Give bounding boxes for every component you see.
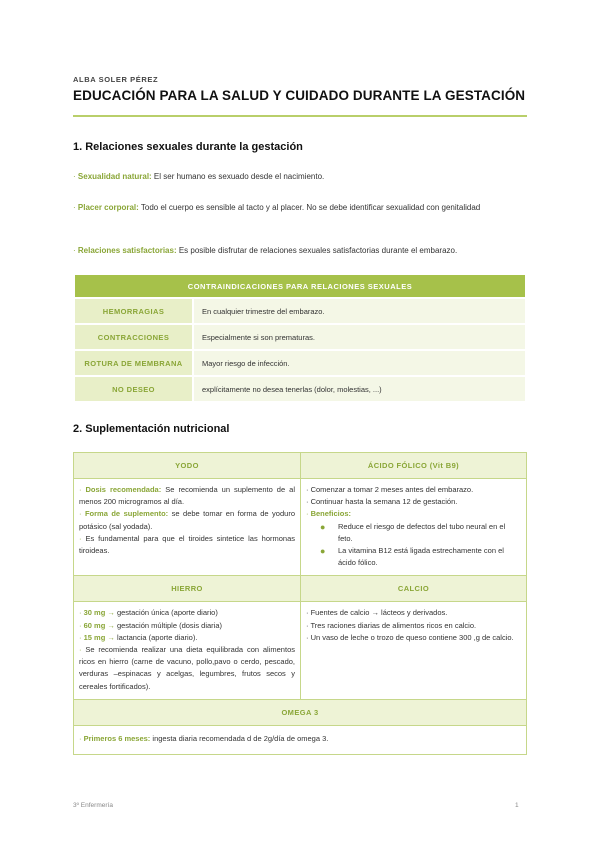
bullet-icon: ●: [320, 546, 326, 557]
bullet-icon: ●: [320, 521, 326, 532]
table-header-row: [74, 274, 526, 298]
text-fuentes: Fuentes de calcio → lácteos y derivados.: [308, 608, 448, 618]
paragraph-placer: [73, 201, 527, 215]
contraindications-table: [73, 273, 527, 403]
table-row: [74, 324, 526, 350]
folico-line: · Comenzar a tomar 2 meses antes del embarazo.: [306, 485, 474, 494]
arrow-icon: →: [105, 620, 115, 630]
table-row: [74, 725, 527, 754]
text-vaso: Un vaso de leche o trozo de queso contiene 300 ,g de calcio.: [308, 632, 514, 642]
term-primeros-meses: Primeros 6 meses:: [83, 733, 151, 743]
text-raciones: Tres raciones diarias de alimentos ricos en calcio.: [308, 620, 477, 630]
hierro-line: · 15 mg → lactancia (aporte diario).: [79, 632, 198, 642]
hierro-cell: [74, 602, 301, 699]
term-15mg: 15 mg: [83, 632, 106, 642]
text-comenzar: Comenzar a tomar 2 meses antes del embarazo.: [310, 485, 474, 494]
yodo-line: · Dosis recomendada: Se recomienda un suplemento de al menos 200 microgramos al día.: [79, 485, 295, 507]
table-row: [74, 376, 526, 402]
author-name: ALBA SOLER PÉREZ: [73, 75, 159, 84]
calcio-header: CALCIO: [301, 576, 527, 602]
yodo-header: YODO: [74, 453, 301, 479]
table-row: [74, 298, 526, 324]
text-sexualidad-natural: El ser humano es sexuado desde el nacimiento.: [151, 172, 325, 181]
term-relaciones-satisfactorias: Relaciones satisfactorias:: [77, 246, 177, 255]
bullet: ·: [73, 203, 76, 212]
hierro-line: · Se recomienda realizar una dieta equilibrada con alimentos ricos en hierro (carne de vacuno, pollo,pavo o cerdo, pescado, verduras –espinacas y acelgas, legumbres, frutos secos y cereales fortificados).: [79, 645, 295, 691]
text-15mg: lactancia (aporte diario).: [114, 632, 198, 642]
folico-cell: [301, 479, 527, 576]
term-dosis: Dosis recomendada:: [85, 485, 162, 494]
text-omega: ingesta diaria recomendada d de 2g/día de omega 3.: [150, 733, 329, 743]
table-row: [74, 479, 527, 576]
row-label: HEMORRAGIAS: [74, 298, 193, 324]
table-header-row: [74, 699, 527, 725]
table-header-row: [74, 576, 527, 602]
text-forma: se debe tomar en forma de yoduro potásico (sal yodada).: [79, 509, 295, 531]
document-title: EDUCACIÓN PARA LA SALUD Y CUIDADO DURANTE LA GESTACIÓN: [73, 88, 526, 103]
text-tiroides: Es fundamental para que el tiroides sintetice las hormonas tiroideas.: [79, 533, 295, 556]
benefit-item: [306, 521, 521, 545]
paragraph-sexualidad: [73, 170, 527, 184]
section2-heading: 2. Suplementación nutricional: [73, 423, 230, 435]
paragraph-relaciones: [73, 244, 527, 258]
folico-header: ÁCIDO FÓLICO (Vit B9): [301, 453, 527, 479]
text-30mg: gestación única (aporte diario): [114, 608, 218, 618]
yodo-line: · Es fundamental para que el tiroides sintetice las hormonas tiroideas.: [79, 533, 295, 556]
section1-heading: 1. Relaciones sexuales durante la gestación: [73, 141, 303, 153]
table-header-row: [74, 453, 527, 479]
calcio-line: · Fuentes de calcio → lácteos y derivados.: [306, 608, 448, 618]
hierro-header: HIERRO: [74, 576, 301, 602]
row-label: ROTURA DE MEMBRANA: [74, 350, 193, 376]
hierro-line: · 30 mg → gestación única (aporte diario): [79, 608, 218, 618]
omega-header: OMEGA 3: [74, 699, 527, 725]
footer-course: 3º Enfermería: [73, 802, 113, 809]
hierro-line: · 60 mg → gestación múltiple (dosis diaria): [79, 620, 223, 630]
bullet: ·: [73, 246, 76, 255]
term-30mg: 30 mg: [83, 608, 106, 618]
page-number: 1: [515, 802, 519, 809]
term-sexualidad-natural: Sexualidad natural:: [77, 172, 152, 181]
folico-line: · Beneficios:: [306, 509, 352, 519]
table-row: [74, 350, 526, 376]
term-beneficios: Beneficios:: [310, 509, 352, 519]
calcio-line: · Tres raciones diarias de alimentos ricos en calcio.: [306, 620, 477, 630]
row-value: Mayor riesgo de infección.: [193, 350, 526, 376]
text-benefit-1: Reduce el riesgo de defectos del tubo neural en el feto.: [338, 521, 506, 543]
title-divider: [73, 115, 527, 117]
text-dosis: Se recomienda un suplemento de al menos 200 microgramos al día.: [79, 485, 295, 507]
calcio-line: · Un vaso de leche o trozo de queso contiene 300 ,g de calcio.: [306, 632, 514, 642]
row-value: Especialmente si son prematuras.: [193, 324, 526, 350]
benefit-item: [306, 545, 521, 569]
yodo-line: · Forma de suplemento: se debe tomar en forma de yoduro potásico (sal yodada).: [79, 509, 295, 531]
supplementation-table: [73, 452, 527, 755]
term-forma: Forma de suplemento:: [84, 509, 169, 519]
row-value: En cualquier trimestre del embarazo.: [193, 298, 526, 324]
term-60mg: 60 mg: [83, 620, 106, 630]
calcio-cell: [301, 602, 527, 699]
text-relaciones-satisfactorias: Es posible disfrutar de relaciones sexuales satisfactorias durante el embarazo.: [176, 246, 458, 255]
arrow-icon: →: [105, 632, 115, 642]
row-value: explícitamente no desea tenerlas (dolor, molestias, ...): [193, 376, 526, 402]
folico-line: · Continuar hasta la semana 12 de gestación.: [306, 497, 458, 507]
term-placer-corporal: Placer corporal:: [77, 203, 139, 212]
contraindications-header: CONTRAINDICACIONES PARA RELACIONES SEXUALES: [74, 274, 526, 298]
text-dieta: Se recomienda realizar una dieta equilibrada con alimentos ricos en hierro (carne de vacuno, pollo,pavo o cerdo, pescado, verduras –espinacas y acelgas, legumbres, frutos secos y cereales fortificados).: [79, 645, 295, 691]
omega-cell: · Primeros 6 meses: ingesta diaria recomendada d de 2g/día de omega 3.: [74, 725, 527, 754]
arrow-icon: →: [105, 608, 115, 618]
text-continuar: Continuar hasta la semana 12 de gestación.: [310, 497, 458, 507]
bullet: ·: [73, 172, 76, 181]
text-placer-corporal: Todo el cuerpo es sensible al tacto y al placer. No se debe identificar sexualidad con genitalidad: [138, 203, 481, 212]
text-benefit-2: La vitamina B12 está ligada estrechamente con el ácido fólico.: [338, 546, 504, 568]
yodo-cell: [74, 479, 301, 576]
row-label: CONTRACCIONES: [74, 324, 193, 350]
text-60mg: gestación múltiple (dosis diaria): [114, 620, 223, 630]
table-row: [74, 602, 527, 699]
row-label: NO DESEO: [74, 376, 193, 402]
